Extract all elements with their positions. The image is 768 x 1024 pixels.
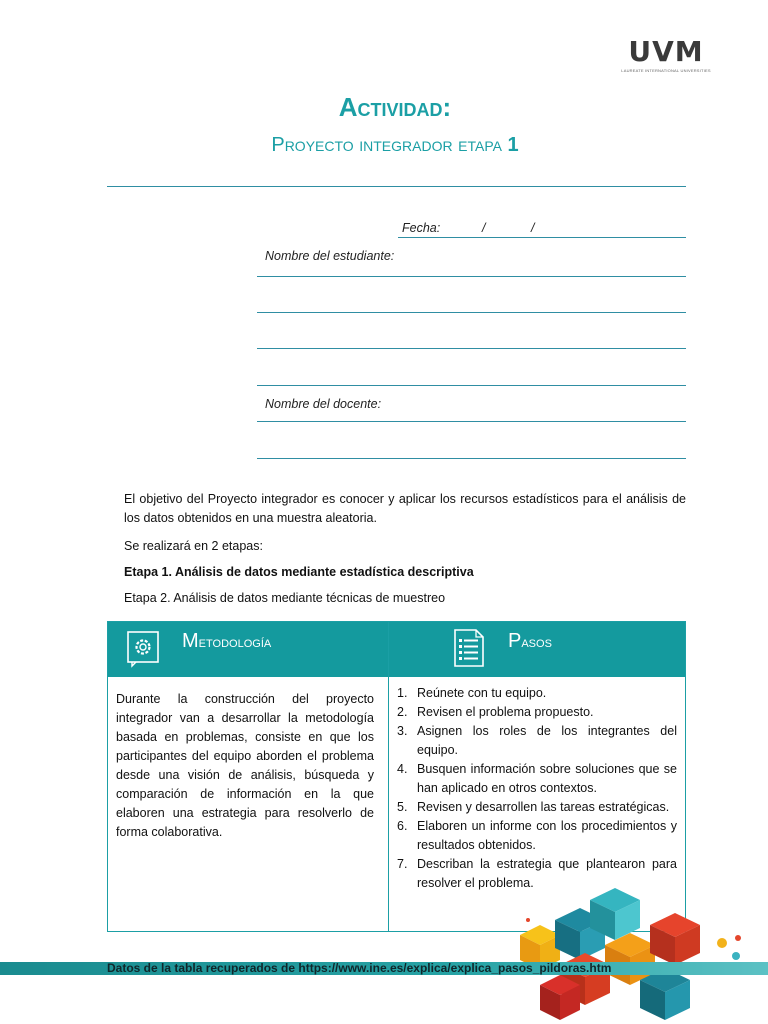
- step-text: Revisen y desarrollen las tareas estratégicas.: [417, 800, 670, 814]
- teacher-name-line-1[interactable]: [257, 421, 686, 422]
- objective-paragraph: El objetivo del Proyecto integrador es conocer y aplicar los recursos estadísticos para el análisis de los datos obtenidos en una muestra aleatoria.: [124, 492, 686, 525]
- step-number: 3.: [397, 724, 408, 738]
- step-number: 7.: [397, 857, 408, 871]
- logo-text: UVM: [628, 35, 704, 68]
- steps-list: [397, 684, 677, 893]
- fecha-label: Fecha:: [402, 221, 441, 235]
- stage-2: Etapa 2. Análisis de datos mediante técnicas de muestreo: [124, 591, 446, 605]
- gear-document-icon: [126, 630, 160, 668]
- student-name-line-3[interactable]: [257, 348, 686, 349]
- step-number: 6.: [397, 819, 408, 833]
- subtitle-text: Proyecto integrador etapa: [271, 134, 508, 156]
- student-name-line-4[interactable]: [257, 385, 686, 386]
- logo-subtitle: LAUREATE INTERNATIONAL UNIVERSITIES: [621, 68, 711, 73]
- step-item: [397, 798, 677, 817]
- step-item: [397, 817, 677, 855]
- step-text: Busquen información sobre soluciones que se han aplicado en otros contextos.: [417, 762, 677, 795]
- stage-1: Etapa 1. Análisis de datos mediante estadística descriptiva: [124, 565, 474, 579]
- step-item: [397, 760, 677, 798]
- step-item: [397, 684, 677, 703]
- step-text: Asignen los roles de los integrantes del equipo.: [417, 724, 677, 757]
- methodology-header-initial: M: [182, 630, 199, 652]
- methodology-header: [182, 630, 271, 653]
- steps-header: [508, 630, 552, 653]
- page-subtitle: [0, 134, 768, 157]
- methodology-text: Durante la construcción del proyecto integrador van a desarrollar la metodología basada en problemas, consiste en que los participantes del equipo aborden el problema desde una visión de análisis, búsqueda y comparación de información en la que elaboren una estrategia para resolverlo de forma colaborativa.: [116, 692, 374, 839]
- step-item: [397, 722, 677, 760]
- student-name-line-1[interactable]: [257, 276, 686, 277]
- step-text: Revisen el problema propuesto.: [417, 705, 594, 719]
- title-divider: [107, 186, 686, 187]
- step-number: 5.: [397, 800, 408, 814]
- student-name-label: Nombre del estudiante:: [265, 249, 395, 263]
- teacher-name-label: Nombre del docente:: [265, 397, 382, 411]
- subtitle-number: 1: [507, 134, 519, 156]
- step-number: 2.: [397, 705, 408, 719]
- column-divider: [388, 622, 389, 931]
- date-separator-2: /: [531, 221, 535, 235]
- step-number: 1.: [397, 686, 408, 700]
- teacher-name-line-2[interactable]: [257, 458, 686, 459]
- date-separator-1: /: [482, 221, 486, 235]
- uvm-logo: [610, 35, 722, 73]
- step-item: [397, 703, 677, 722]
- fecha-field-line[interactable]: [398, 237, 686, 238]
- step-number: 4.: [397, 762, 408, 776]
- steps-header-rest: asos: [521, 634, 552, 651]
- methodology-header-rest: etodología: [198, 634, 272, 651]
- step-text: Reúnete con tu equipo.: [417, 686, 547, 700]
- stages-intro: Se realizará en 2 etapas:: [124, 539, 263, 553]
- step-text: Elaboren un informe con los procedimientos y resultados obtenidos.: [417, 819, 677, 852]
- step-text: Describan la estrategia que plantearon para resolver el problema.: [417, 857, 677, 890]
- decorative-cubes-graphic: [500, 880, 768, 1024]
- page-title: Actividad:: [338, 92, 452, 122]
- checklist-icon: [453, 628, 485, 668]
- student-name-line-2[interactable]: [257, 312, 686, 313]
- source-footnote: Datos de la tabla recuperados de https://www.ine.es/explica/explica_pasos_pildoras.htm: [107, 961, 612, 975]
- steps-header-initial: P: [508, 630, 522, 652]
